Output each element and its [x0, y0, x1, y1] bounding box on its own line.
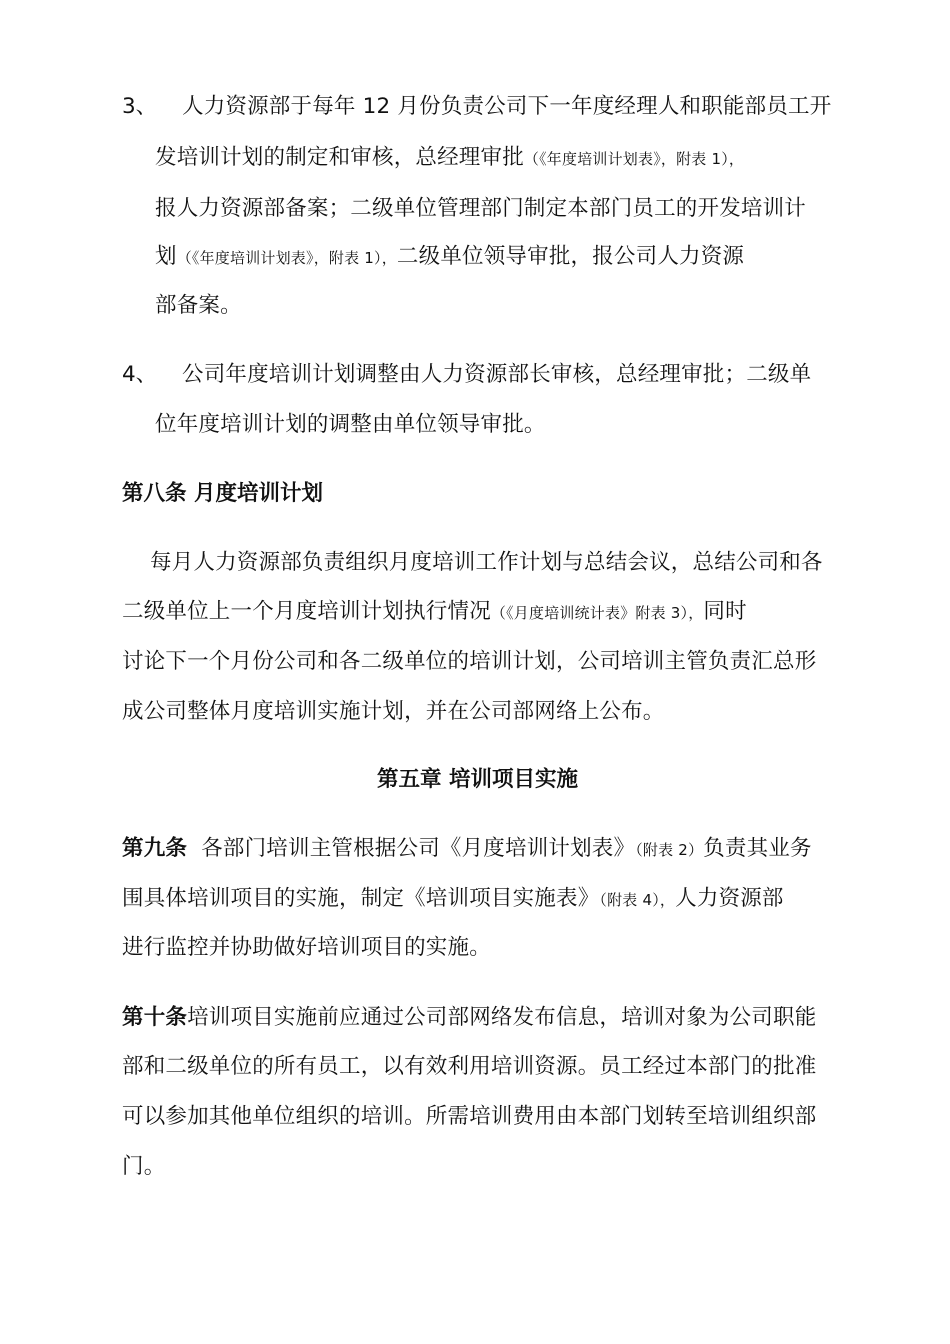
item-3-line-4-text-b: 二级单位领导审批，报公司人力资源: [396, 244, 745, 269]
article-9-line-1: [122, 834, 812, 865]
article-10-line-2: 部和二级单位的所有员工，以有效利用培训资源。员工经过本部门的批准: [122, 1054, 817, 1079]
item-3-line-5: 部备案。: [155, 293, 242, 318]
article-8-line-2: [122, 597, 747, 628]
chapter-5-title: 第五章 培训项目实施: [377, 767, 578, 792]
article-8-line-3: 讨论下一个月份公司和各二级单位的培训计划，公司培训主管负责汇总形: [122, 649, 817, 674]
article-9-line-2-end: 人力资源部: [675, 886, 784, 911]
item-3-line-1: 人力资源部于每年 12 月份负责公司下一年度经理人和职能部员工开: [182, 94, 832, 119]
item-4-number: 4、: [122, 362, 158, 387]
item-3-line-3: 报人力资源部备案；二级单位管理部门制定本部门员工的开发培训计: [155, 196, 807, 221]
article-10-line-4: 门。: [122, 1154, 166, 1179]
article-9-line-2-ref: （附表 4），: [599, 891, 676, 909]
item-4-line-2: 位年度培训计划的调整由单位领导审批。: [155, 412, 546, 437]
item-3-line-4-ref: （《年度培训计划表》，附表 1），: [176, 249, 397, 267]
article-9-line-2-text: 围具体培训项目的实施，制定《培训项目实施表》: [122, 886, 600, 911]
article-9-label: 第九条: [122, 836, 188, 861]
article-9-line-2: [122, 884, 784, 915]
article-9-line-1-ref: （附表 2）: [635, 841, 704, 859]
article-10-line-3: 可以参加其他单位组织的培训。所需培训费用由本部门划转至培训组织部: [122, 1104, 817, 1129]
article-10-label: 第十条: [122, 1005, 188, 1030]
article-9-line-3: 进行监控并协助做好培训项目的实施。: [122, 935, 491, 960]
article-8-line-4: 成公司整体月度培训实施计划，并在公司部网络上公布。: [122, 699, 665, 724]
item-3-line-2-text: 发培训计划的制定和审核，总经理审批: [155, 145, 524, 170]
item-3-line-2-ref: （《年度培训计划表》，附表 1），: [523, 150, 745, 168]
article-8-line-2-end: 同时: [703, 599, 747, 624]
article-9-line-1-end: 负责其业务: [703, 836, 812, 861]
article-8-title: 第八条 月度培训计划: [122, 481, 323, 506]
article-8-line-1: 每月人力资源部负责组织月度培训工作计划与总结会议，总结公司和各: [150, 550, 823, 575]
article-8-line-2-text: 二级单位上一个月度培训计划执行情况: [122, 599, 491, 624]
article-10-line-1-text: 培训项目实施前应通过公司部网络发布信息，培训对象为公司职能: [187, 1005, 817, 1030]
item-4-line-1: 公司年度培训计划调整由人力资源部长审核，总经理审批；二级单: [182, 362, 812, 387]
article-10-line-1: [122, 1003, 816, 1033]
item-3-line-4-text-a: 划: [155, 244, 177, 269]
article-8-line-2-ref: （《月度培训统计表》附表 3），: [490, 604, 704, 622]
item-3-line-4: [155, 242, 744, 273]
article-9-line-1-text: 各部门培训主管根据公司《月度培训计划表》: [201, 836, 636, 861]
item-3-number: 3、: [122, 94, 158, 119]
item-3-line-2: [155, 143, 744, 174]
